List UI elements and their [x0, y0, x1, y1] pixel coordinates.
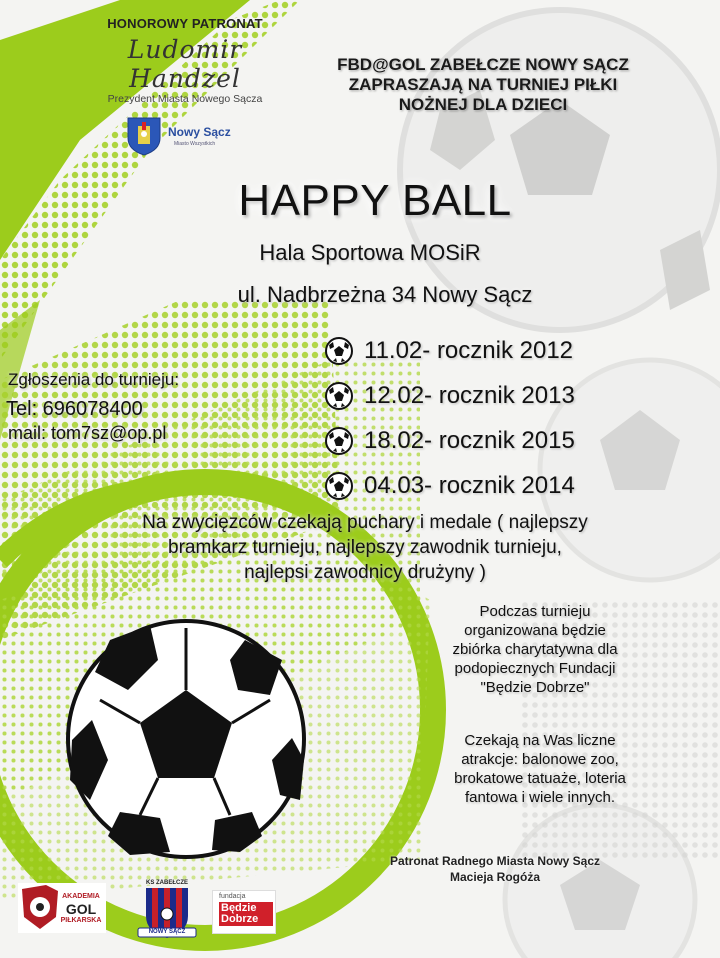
prizes-line-1: Na zwycięzców czekają puchary i medale ( najlepszy	[142, 512, 588, 533]
date-text: 04.03- rocznik 2014	[364, 471, 575, 499]
soccer-ball-icon	[324, 381, 354, 411]
prizes-line-2: bramkarz turnieju, najlepszy zawodnik turnieju,	[168, 537, 562, 558]
charity-line-2: organizowana będzie	[464, 622, 606, 639]
city-logo-text: Nowy Sącz	[168, 125, 231, 139]
event-title: HAPPY BALL	[238, 176, 512, 225]
event-venue: Hala Sportowa MOSiR	[259, 240, 481, 265]
prizes-text	[70, 510, 660, 585]
mayor-caption: Prezydent Miasta Nowego Sącza	[107, 93, 263, 105]
soccer-ball-icon	[324, 336, 354, 366]
fundacja-bedzie-dobrze-logo	[212, 890, 276, 934]
prizes-line-3: najlepsi zawodnicy drużyny )	[244, 562, 486, 583]
invitation-text	[288, 55, 678, 115]
date-text: 12.02- rocznik 2013	[364, 381, 575, 409]
charity-line-3: zbiórka charytatywna dla	[452, 641, 618, 658]
date-text: 18.02- rocznik 2015	[364, 426, 575, 454]
attractions-line-4: fantowa i wiele innych.	[464, 789, 616, 806]
charity-line-1: Podczas turnieju	[479, 603, 591, 620]
date-item	[324, 373, 654, 418]
signup-email: mail: tom7sz@op.pl	[8, 423, 167, 443]
invite-line-3: NOŻNEJ DLA DZIECI	[398, 95, 568, 114]
councillor-patronage	[350, 853, 640, 885]
charity-text	[420, 602, 650, 697]
councillor-line-1: Patronat Radnego Miasta Nowy Sącz	[389, 854, 601, 868]
soccer-ball-icon	[324, 426, 354, 456]
attractions-text	[420, 731, 660, 807]
date-item	[324, 418, 654, 463]
fundacja-label: fundacja	[219, 893, 246, 900]
ks-zabelcze-logo	[134, 880, 200, 942]
fundacja-name-2: Dobrze	[221, 913, 259, 925]
akademia-gol-logo	[18, 883, 106, 933]
attractions-line-1: Czekają na Was liczne	[464, 732, 616, 749]
mayor-signature: Ludomir Handzel	[127, 35, 243, 93]
attractions-line-3: brokatowe tatuaże, loteria	[454, 770, 626, 787]
fundacja-name	[219, 902, 273, 926]
invite-line-1: FBD@GOL ZABEŁCZE NOWY SĄCZ	[337, 55, 629, 74]
city-crest-icon	[126, 116, 162, 156]
soccer-ball-icon	[324, 471, 354, 501]
ks-top-text: KS ZABEŁCZE	[146, 880, 188, 886]
honorary-patronage	[90, 16, 280, 105]
date-item	[324, 463, 654, 508]
tournament-dates	[324, 328, 654, 508]
attractions-line-2: atrakcje: balonowe zoo,	[461, 751, 619, 768]
event-address: ul. Nadbrzeżna 34 Nowy Sącz	[237, 282, 533, 307]
signup-info	[6, 370, 306, 444]
signup-heading: Zgłoszenia do turnieju:	[8, 370, 180, 389]
invite-line-2: ZAPRASZAJĄ NA TURNIEJ PIŁKI	[348, 75, 618, 94]
akademia-line-2: GOL	[65, 901, 97, 917]
councillor-line-2: Macieja Rogóża	[449, 870, 541, 884]
city-logo-subtext: Miasto Wszystkich	[174, 141, 216, 147]
akademia-line-3: PIŁKARSKA	[60, 917, 102, 924]
date-item	[324, 328, 654, 373]
city-logo	[126, 116, 266, 156]
akademia-line-1: AKADEMIA	[62, 893, 100, 900]
patronage-heading: HONOROWY PATRONAT	[107, 16, 263, 31]
charity-line-4: podopiecznych Fundacji	[454, 660, 616, 677]
ks-bottom-text: NOWY SĄCZ	[148, 929, 186, 935]
date-text: 11.02- rocznik 2012	[364, 336, 574, 364]
signup-phone: Tel: 696078400	[6, 398, 143, 420]
main-soccer-ball	[68, 621, 304, 857]
fundacja-name-1: Będzie	[221, 902, 257, 914]
charity-line-5: "Będzie Dobrze"	[480, 679, 590, 696]
